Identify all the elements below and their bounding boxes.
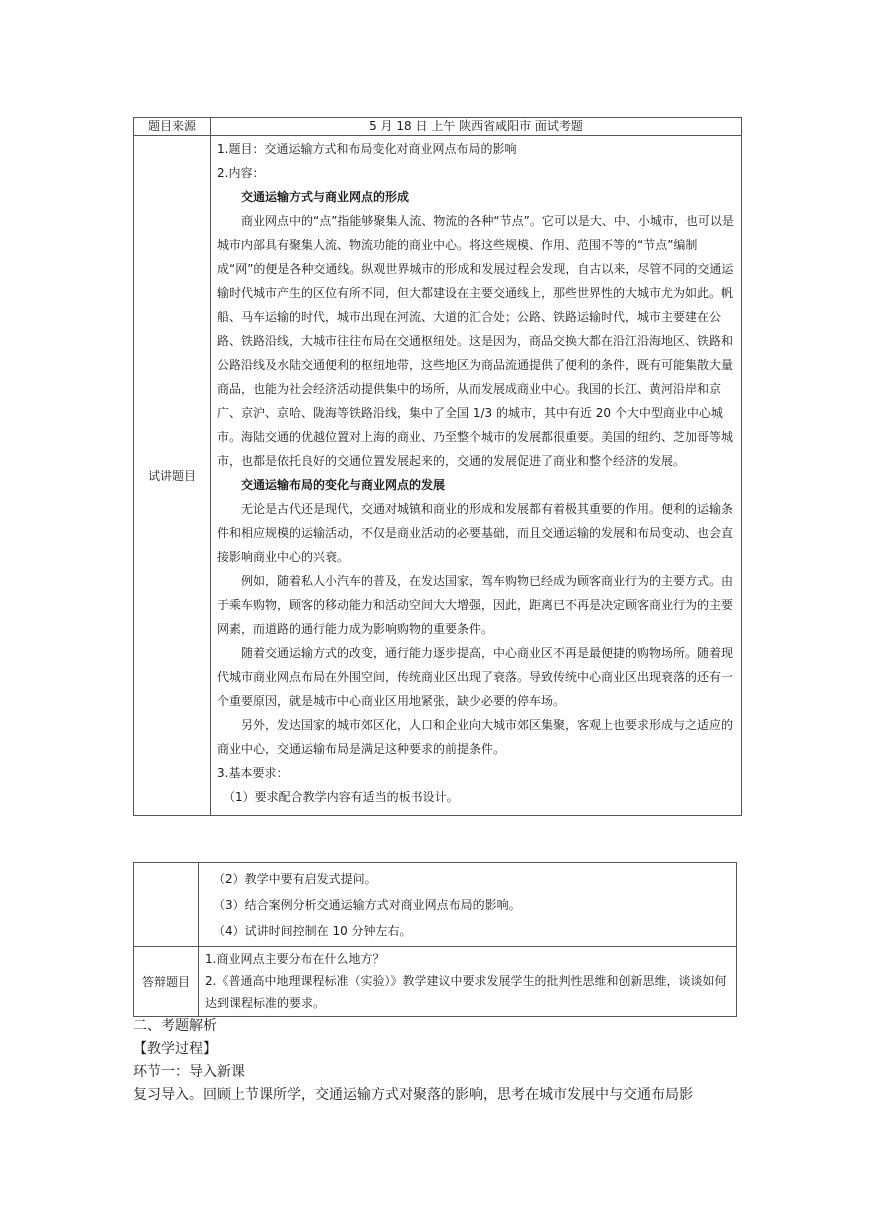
section2-paragraph-3: 随着交通运输方式的改变，通行能力逐步提高，中心商业区不再是最便捷的购物场所。随着现代城市商业网点布局在外围空间，传统商业区出现了衰落。导致传统中心商业区出现衰落的还有一个重要原因，就是城市中心商业区用地紧张，缺少必要的停车场。 [217,646,734,708]
section1-title: 交通运输方式与商业网点的形成 [241,190,410,204]
section2-paragraph-4: 另外，发达国家的城市郊区化，人口和企业向大城市郊区集聚，客观上也要求形成与之适应的商业中心，交通运输布局是满足这种要求的前提条件。 [217,718,734,756]
source-value: 5 月 18 日 上午 陕西省咸阳市 面试考题 [211,118,742,136]
defense-topic-content [199,947,737,1017]
section2-title: 交通运输布局的变化与商业网点的发展 [241,478,446,492]
defense-question-2: 2.《普通高中地理课程标准（实验）》教学建议中要求发展学生的批判性思维和创新思维，谈谈如何达到课程标准的要求。 [205,974,727,1010]
content-label: 2.内容： [217,166,265,180]
source-label: 题目来源 [134,118,211,136]
section1-paragraph: 商业网点中的“点”指能够聚集人流、物流的各种“节点”。它可以是大、中、小城市，也可以是城市内部具有聚集人流、物流功能的商业中心。将这些规模、作用、范围不等的“节点”编制成“网”的便是各种交通线。纵观世界城市的形成和发展过程会发现，自古以来，尽管不同的交通运输时代城市产生的区位有所不同，但大都建设在主要交通线上，那些世界性的大城市尤为如此。帆船、马车运输的时代，城市出现在河流、大道的汇合处；公路、铁路运输时代，城市主要建在公路、铁路沿线，大城市往往布局在交通枢纽处。这是因为，商品交换大都在沿江沿海地区、铁路和公路沿线及水陆交通便利的枢纽地带，这些地区为商品流通提供了便利的条件，既有可能集散大量商品，也能为社会经济活动提供集中的场所，从而发展成商业中心。我国的长江、黄河沿岸和京广、京沪、京哈、陇海等铁路沿线，集中了全国 1/3 的城市，其中有近 20 个大中型商业中心城市。海陆交通的优越位置对上海的商业、乃至整个城市的发展都很重要。美国的纽约、芝加哥等城市，也都是依托良好的交通位置发展起来的，交通的发展促进了商业和整个经济的发展。 [217,214,734,468]
lecture-topic-content [211,136,742,816]
requirements-label: 3.基本要求： [217,766,289,780]
defense-question-1: 1.商业网点主要分布在什么地方？ [205,952,385,966]
section2-paragraph-2: 例如，随着私人小汽车的普及，在发达国家，驾车购物已经成为顾客商业行为的主要方式。由于乘车购物，顾客的移动能力和活动空间大大增强，因此，距离已不再是决定顾客商业行为的主要网素，而道路的通行能力成为影响购物的重要条件。 [217,574,734,636]
analysis-section [133,1015,743,1107]
section-heading: 二、考题解析 [133,1018,217,1034]
teaching-process-heading: 【教学过程】 [133,1041,217,1057]
empty-label-cell [134,863,199,947]
requirement-4: （4）试讲时间控制在 10 分钟左右。 [213,924,412,938]
requirement-3: （3）结合案例分析交通运输方式对商业网点布局的影响。 [213,898,521,912]
exam-info-table [133,117,742,816]
lecture-topic-label: 试讲题目 [134,136,211,816]
requirements-continued-table [133,862,737,1017]
defense-topic-label: 答辩题目 [134,947,199,1017]
requirements-cell [199,863,737,947]
requirement-2: （2）教学中要有启发式提问。 [213,872,377,886]
step-1-heading: 环节一：导入新课 [133,1064,245,1080]
section2-paragraph-1: 无论是古代还是现代，交通对城镇和商业的形成和发展都有着极其重要的作用。便利的运输条件和相应规模的运输活动，不仅是商业活动的必要基础，而且交通运输的发展和布局变动、也会直接影响商业中心的兴衰。 [217,502,734,564]
topic-title: 1.题目：交通运输方式和布局变化对商业网点布局的影响 [217,142,517,156]
step-1-paragraph: 复习导入。回顾上节课所学，交通运输方式对聚落的影响，思考在城市发展中与交通布局影 [133,1087,693,1103]
requirement-1: （1）要求配合教学内容有适当的板书设计。 [223,790,459,804]
